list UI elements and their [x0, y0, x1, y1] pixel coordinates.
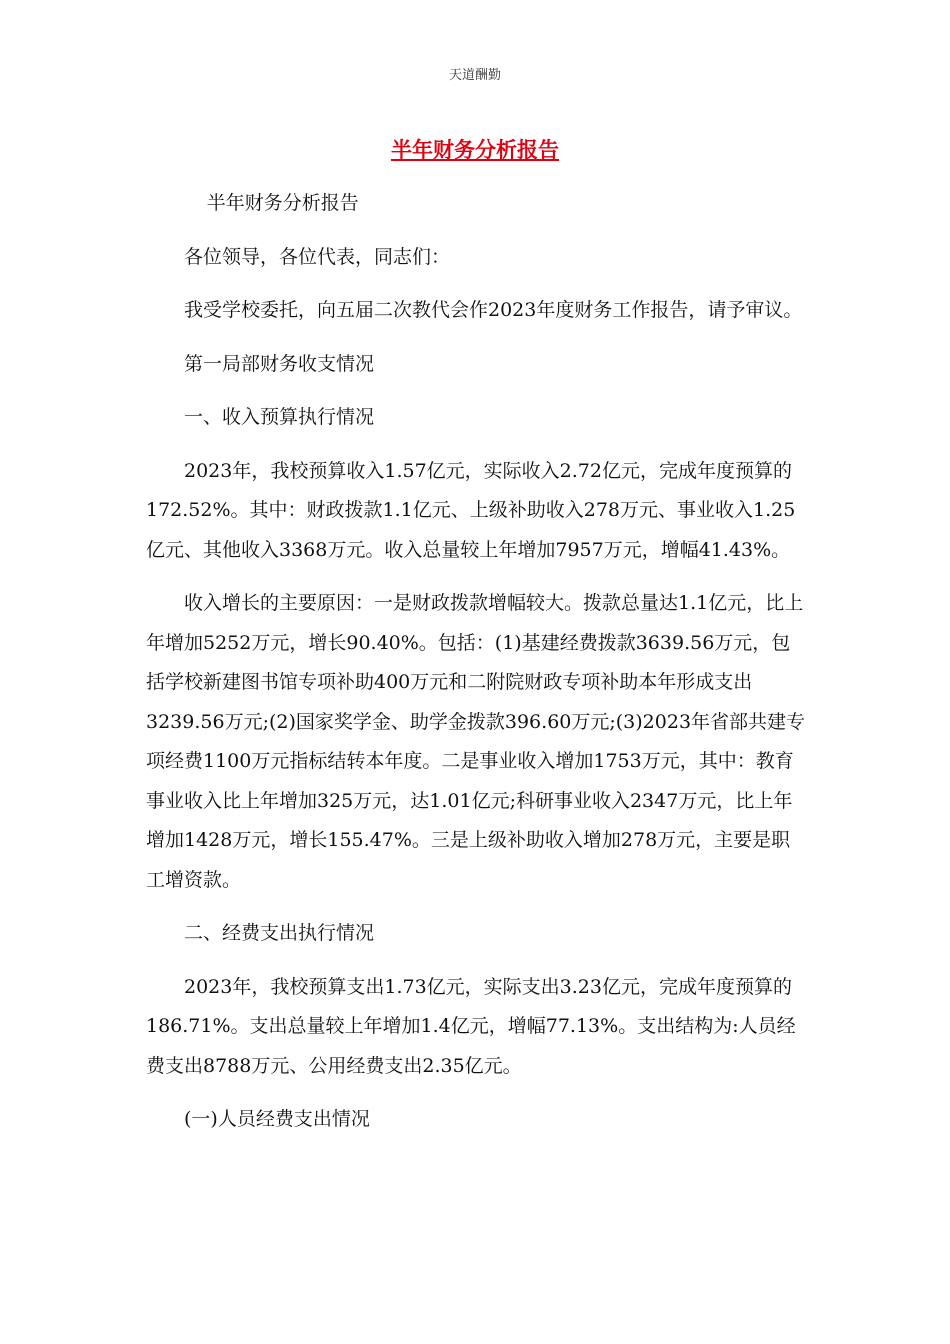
salutation-paragraph: 各位领导，各位代表，同志们：: [184, 245, 451, 268]
subsection-heading: (一)人员经费支出情况: [184, 1108, 370, 1130]
section-heading: 第一局部财务收支情况: [184, 352, 375, 375]
body-paragraph: 收入增长的主要原因：一是财政拨款增幅较大。拨款总量达1.1亿元，比上年增加5252万元，增长90.40%。包括：(1)基建经费拨款3639.56万元，包括学校新建图书馆专项补助400万元和二附院财政专项补助本年形成支出3239.56万元;(2)国家奖学金、助学金拨款396.60万元;(3)2023年省部共建专项经费1100万元指标结转本年度。二是事业收入增加1753万元，其中：教育事业收入比上年增加325万元，达1.01亿元;科研事业收入2347万元，比上年增加1428万元，增长155.47%。三是上级补助收入增加278万元，主要是职工增资款。: [146, 592, 806, 891]
intro-paragraph: 我受学校委托，向五届二次教代会作2023年度财务工作报告，请予审议。: [184, 299, 803, 321]
document-body: [146, 184, 808, 1154]
subsection-heading: 二、经费支出执行情况: [184, 922, 375, 944]
body-paragraph: 2023年，我校预算支出1.73亿元，实际支出3.23亿元，完成年度预算的186.71%。支出总量较上年增加1.4亿元，增幅77.13%。支出结构为:人员经费支出8788万元、公用经费支出2.35亿元。: [146, 975, 796, 1077]
subsection-heading: 一、收入预算执行情况: [184, 406, 375, 428]
document-title: 半年财务分析报告: [391, 138, 559, 162]
page-header: 天道酬勤: [448, 68, 501, 83]
subtitle-paragraph: 半年财务分析报告: [206, 192, 359, 214]
body-paragraph: 2023年，我校预算收入1.57亿元，实际收入2.72亿元，完成年度预算的172.52%。其中：财政拨款1.1亿元、上级补助收入278万元、事业收入1.25亿元、其他收入3368万元。收入总量较上年增加7957万元，增幅41.43%。: [146, 459, 796, 561]
